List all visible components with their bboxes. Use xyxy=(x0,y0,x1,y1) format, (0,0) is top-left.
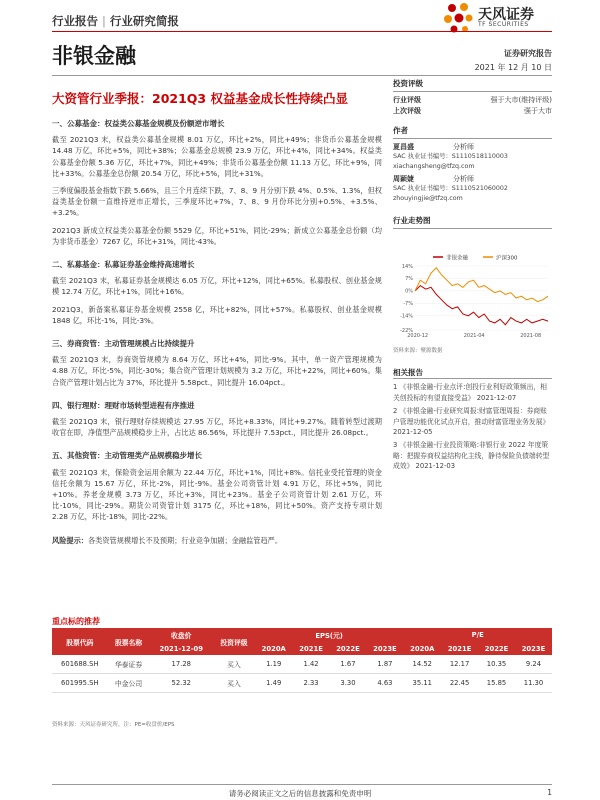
sidebar xyxy=(393,78,552,232)
page-number: 1 xyxy=(547,788,552,797)
section-heading: 二、私募基金：私募证券基金维持高速增长 xyxy=(52,260,195,270)
section-heading: 三、券商资管：主动管理规模占比持续提升 xyxy=(52,339,195,349)
paragraph: 截至 2021Q3 末，保险资金运用余额为 22.44 万亿，环比+1%，同比+8%。信托业受托管理的资金信托余额为 15.67 万亿，环比-2%，同比-9%。基金公司资管计划 4.91 万亿，环比+5%，同比+10%。养老金规模 3.73 万亿，环比+3%，同比+23%。基金子公司资管计划 2.61 万亿，环比-10%，同比-29%。期货公司资管计划 3175 亿，环比+18%，同比+50%。资产支持专项计划 2.28 万亿，环比-18%，同比-22%。 xyxy=(52,467,382,522)
rating-title: 投资评级 xyxy=(393,78,552,92)
rating-key: 行业评级 xyxy=(393,96,421,104)
cell: 1.87 xyxy=(366,655,403,674)
related-item[interactable]: 3 《非银金融-行业投资策略:非银行业 2022 年度策略：把握券商权益结构化主线，静待保险负债端转型成效》 2021-12-03 xyxy=(393,441,550,471)
table-row xyxy=(52,674,552,693)
paragraph: 2021Q3 新成立权益类公募基金份额 5529 亿，环比+51%，同比-29%；新成立公募基金总份额（均为非货币基金）7267 亿，环比+31%，同比-43%。 xyxy=(52,225,382,246)
report-title: 大资管行业季报：2021Q3 权益基金成长性持续凸显 xyxy=(52,91,348,106)
risk-warning xyxy=(52,535,382,546)
mid-divider xyxy=(52,75,552,76)
cell: 10.35 xyxy=(478,655,515,674)
col-name: 股票名称 xyxy=(108,628,150,655)
table-note: 资料来源：天风证券研究所，注：PE=收盘价/EPS xyxy=(52,722,175,728)
author-block xyxy=(393,174,552,203)
report-category: 行业报告 xyxy=(52,14,98,28)
logo-en: TF SECURITIES xyxy=(478,21,529,28)
related-reports xyxy=(393,368,552,475)
series-line-hs300 xyxy=(415,268,548,302)
cell: 买入 xyxy=(213,655,255,674)
section-heading: 四、银行理财：理财市场转型进程有序推进 xyxy=(52,400,195,410)
cell: 1.19 xyxy=(255,655,293,674)
footer-divider xyxy=(52,784,552,785)
cell: 601995.SH xyxy=(52,674,108,693)
logo-cn: 天风证券 xyxy=(478,7,534,23)
rating-key: 上次评级 xyxy=(393,107,421,115)
logo-mark-icon xyxy=(442,1,476,35)
report-date: 2021 年 12 月 10 日 xyxy=(474,63,552,72)
rating-value: 强于大市(维持评级) xyxy=(490,96,552,104)
cell: 12.17 xyxy=(441,655,478,674)
cell: 华泰证券 xyxy=(108,655,150,674)
author-role: 分析师 xyxy=(453,175,474,183)
main-content xyxy=(52,118,382,552)
x-tick-label: 2020-12 xyxy=(407,333,429,339)
recommendation-table xyxy=(52,628,552,693)
y-tick-label: -14% xyxy=(400,313,413,320)
rating-row xyxy=(393,106,552,117)
paragraph: 截至 2021Q3 末，私募证券基金规模达 6.05 万亿，环比+12%，同比+65%。私募股权、创业基金规模 12.74 万亿，环比+1%，同比+16%。 xyxy=(52,276,382,297)
col-eps: EPS(元) xyxy=(255,628,404,642)
paragraph: 2021Q3，新备案私募证券基金规模 2558 亿，环比+82%，同比+57%。私募股权、创业基金规模 1848 亿，环比-1%，同比-3%。 xyxy=(52,304,382,325)
report-subcategory: 行业研究简报 xyxy=(109,14,179,28)
cell: 中金公司 xyxy=(108,674,150,693)
author-email[interactable]: xiachangsheng@tfzq.com xyxy=(393,162,475,170)
cell: 1.49 xyxy=(255,674,293,693)
paragraph: 截至 2021Q3 末，权益类公募基金规模 8.01 万亿，环比+2%，同比+49%；非货币公募基金规模 14.48 万亿，环比+5%，同比+38%；公募基金总规模 23.9 万亿，环比+4%，同比+34%。权益类公募基金份额 5.36 万亿，环比+7%，同比+49%；非货币公募基金份额 11.13 万亿，环比+9%，同比+33%。公募基金总份额 20.54 万亿，环比+5%，同比+31%。 xyxy=(52,135,382,178)
cell: 1.67 xyxy=(330,655,367,674)
cell: 601688.SH xyxy=(52,655,108,674)
author-cert: SAC 执业证书编号：S1110521060002 xyxy=(393,185,508,192)
authors-title: 作者 xyxy=(393,125,552,139)
industry-name: 非银金融 xyxy=(52,44,136,68)
footer-disclaimer: 请务必阅读正文之后的信息披露和免责申明 xyxy=(228,789,372,798)
table-row xyxy=(52,655,552,674)
legend-label: 非银金融 xyxy=(446,255,469,262)
col-code: 股票代码 xyxy=(52,628,108,655)
col-year: 2023E xyxy=(515,642,552,655)
col-pe: P/E xyxy=(403,628,552,642)
author-cert: SAC 执业证书编号：S1110518110003 xyxy=(393,153,508,160)
paragraph: 三季度偏股基金指数下跌 5.66%，且三个月连续下跌，7、8、9 月分别下跌 4%、0.5%、1.3%，但权益类基金份额一直维持逆市正增长，三季度环比+7%，7、8、9 月份环比分别+0.5%、+3.5%、+3.2%。 xyxy=(52,186,382,218)
cell: 买入 xyxy=(213,674,255,693)
col-year: 2022E xyxy=(330,642,367,655)
col-year: 2023E xyxy=(366,642,403,655)
author-role: 分析师 xyxy=(453,143,474,151)
author-name: 夏昌盛 xyxy=(393,143,414,151)
col-price: 收盘价 xyxy=(149,628,213,642)
cell: 22.45 xyxy=(441,674,478,693)
cell: 9.24 xyxy=(515,655,552,674)
paragraph: 截至 2021Q3 末，券商资管规模为 8.64 万亿，环比+4%，同比-9%。其中，单一资产管理规模为 4.88 万亿，环比-5%，同比-30%；集合资产管理计划规模为 3.2 万亿，环比+22%，同比+60%。集合资产管理计划占比为 37%，环比提升 5.58pct.，同比提升 16.04pct.。 xyxy=(52,355,382,387)
y-tick-label: 14% xyxy=(401,263,413,270)
col-year: 2022E xyxy=(478,642,515,655)
section-heading: 一、公募基金：权益类公募基金规模及份额逆市增长 xyxy=(52,119,225,128)
cell: 1.42 xyxy=(293,655,330,674)
rating-row xyxy=(393,95,552,106)
author-email[interactable]: zhouyingjie@tfzq.com xyxy=(393,194,463,202)
col-year: 2021E xyxy=(441,642,478,655)
related-item[interactable]: 2 《非银金融-行业研究周报:财富管理周报：券商账户管理功能优化试点开启，推动财富管理业务发展》 2021-12-05 xyxy=(393,407,550,437)
y-tick-label: -7% xyxy=(403,301,413,308)
section-heading: 五、其他资管：主动管理类产品规模稳步增长 xyxy=(52,451,202,461)
chart-title: 行业走势图 xyxy=(393,215,552,229)
top-divider xyxy=(52,31,552,32)
col-year: 2020A xyxy=(255,642,293,655)
company-logo xyxy=(442,1,552,35)
y-tick-label: 0% xyxy=(405,288,413,295)
series-line-nonbank xyxy=(415,286,548,325)
author-name: 周颖婕 xyxy=(393,175,414,183)
cell: 15.85 xyxy=(478,674,515,693)
table-title: 重点标的推荐 xyxy=(52,617,100,626)
cell: 14.52 xyxy=(403,655,441,674)
trend-chart xyxy=(393,252,552,352)
x-tick-label: 2021-04 xyxy=(463,333,485,339)
paragraph: 截至 2021Q3 末，银行理财存续规模达 27.95 万亿，环比+8.33%，同比+9.27%。随着转型过渡期收官在即，净值型产品规模稳步上升，占比达 86.56%，环比提升 7.53pct.，同比提升 26.08pct.。 xyxy=(52,417,382,438)
y-tick-label: -22% xyxy=(400,327,413,334)
chart-source: 资料来源：聚源数据 xyxy=(393,348,443,354)
cell: 35.11 xyxy=(403,674,441,693)
cell: 52.32 xyxy=(149,674,213,693)
cell: 4.63 xyxy=(366,674,403,693)
related-title: 相关报告 xyxy=(393,368,552,379)
risk-label: 风险提示： xyxy=(52,535,88,545)
cell: 11.30 xyxy=(515,674,552,693)
cell: 2.33 xyxy=(293,674,330,693)
legend-label: 沪深300 xyxy=(496,255,518,262)
col-year: 2020A xyxy=(403,642,441,655)
rating-value: 强于大市 xyxy=(524,107,552,115)
author-block xyxy=(393,142,552,171)
risk-text: 各类资管规模增长不及预期；行业竞争加剧；金融监管趋严。 xyxy=(87,535,283,545)
cell: 3.30 xyxy=(330,674,367,693)
col-rating: 投资评级 xyxy=(213,628,255,655)
col-year: 2021E xyxy=(293,642,330,655)
footer xyxy=(0,784,600,800)
cell: 17.28 xyxy=(149,655,213,674)
col-price-date: 2021-12-09 xyxy=(149,642,213,655)
header-tags: 行业报告 | 行业研究简报 xyxy=(52,14,179,28)
x-tick-label: 2021-08 xyxy=(520,333,542,339)
y-tick-label: 7% xyxy=(405,276,413,283)
trend-chart-svg xyxy=(393,252,552,340)
report-type: 证券研究报告 xyxy=(504,49,552,58)
related-item[interactable]: 1 《非银金融-行业点评:创投行业利好政策频出，相关创投标的有望直接受益》 2021-12-07 xyxy=(393,383,547,402)
